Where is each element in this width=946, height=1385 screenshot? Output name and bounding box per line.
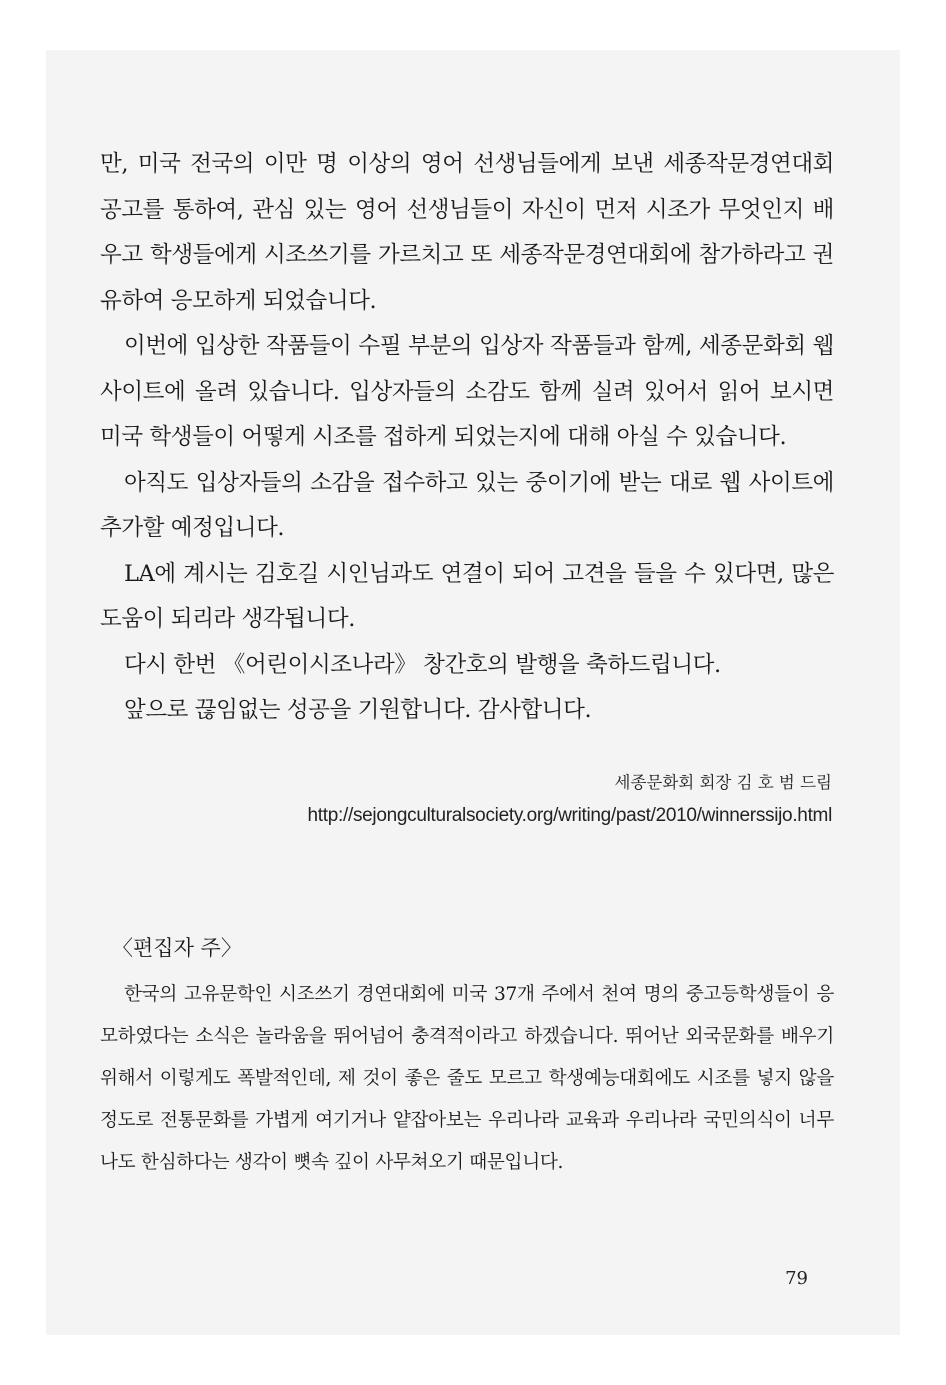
book-page [46,50,900,1335]
signature: 세종문화회 회장 김 호 범 드림 [614,773,832,792]
letter-paragraph: 아직도 입상자들의 소감을 접수하고 있는 중이기에 받는 대로 웹 사이트에 추가할 예정입니다. [100,469,834,541]
letter-paragraph: 앞으로 끊임없는 성공을 기원합니다. 감사합니다. [124,697,592,723]
letter-paragraph: 만, 미국 전국의 이만 명 이상의 영어 선생님들에게 보낸 세종작문경연대회 공고를 통하여, 관심 있는 영어 선생님들이 자신이 먼저 시조가 무엇인지 배우고 학생들에게 시조쓰기를 가르치고 또 세종작문경연대회에 참가하라고 권유하여 응모하게 되었습니다. [100,151,834,314]
page-number: 79 [785,1268,808,1289]
editor-note-paragraph: 한국의 고유문학인 시조쓰기 경연대회에 미국 37개 주에서 천여 명의 중고등학생들이 응모하였다는 소식은 놀라움을 뛰어넘어 충격적이라고 하겠습니다. 뛰어난 외국문화를 배우기 위해서 이렇게도 폭발적인데, 제 것이 좋은 줄도 모르고 학생예능대회에도 시조를 넣지 않을 정도로 전통문화를 가볍게 여기거나 얕잡아보는 우리나라 교육과 우리나라 국민의식이 너무나도 한심하다는 생각이 뼛속 깊이 사무쳐오기 때문입니다. [100,984,834,1173]
letter-paragraph: 이번에 입상한 작품들이 수필 부분의 입상자 작품들과 함께, 세종문화회 웹사이트에 올려 있습니다. 입상자들의 소감도 함께 실려 있어서 읽어 보시면 미국 학생들이 어떻게 시조를 접하게 되었는지에 대해 아실 수 있습니다. [100,333,834,450]
editor-note-body [100,974,834,1184]
letter-paragraph: LA에 계시는 김호길 시인님과도 연결이 되어 고견을 들을 수 있다면, 많은 도움이 되리라 생각됩니다. [100,560,834,632]
editor-note-title: 〈편집자 주〉 [112,936,242,960]
letter-body [100,142,834,734]
source-url: http://sejongculturalsociety.org/writing/past/2010/winnerssijo.html [307,805,832,826]
letter-paragraph: 다시 한번 《어린이시조나라》 창간호의 발행을 축하드립니다. [124,651,721,678]
